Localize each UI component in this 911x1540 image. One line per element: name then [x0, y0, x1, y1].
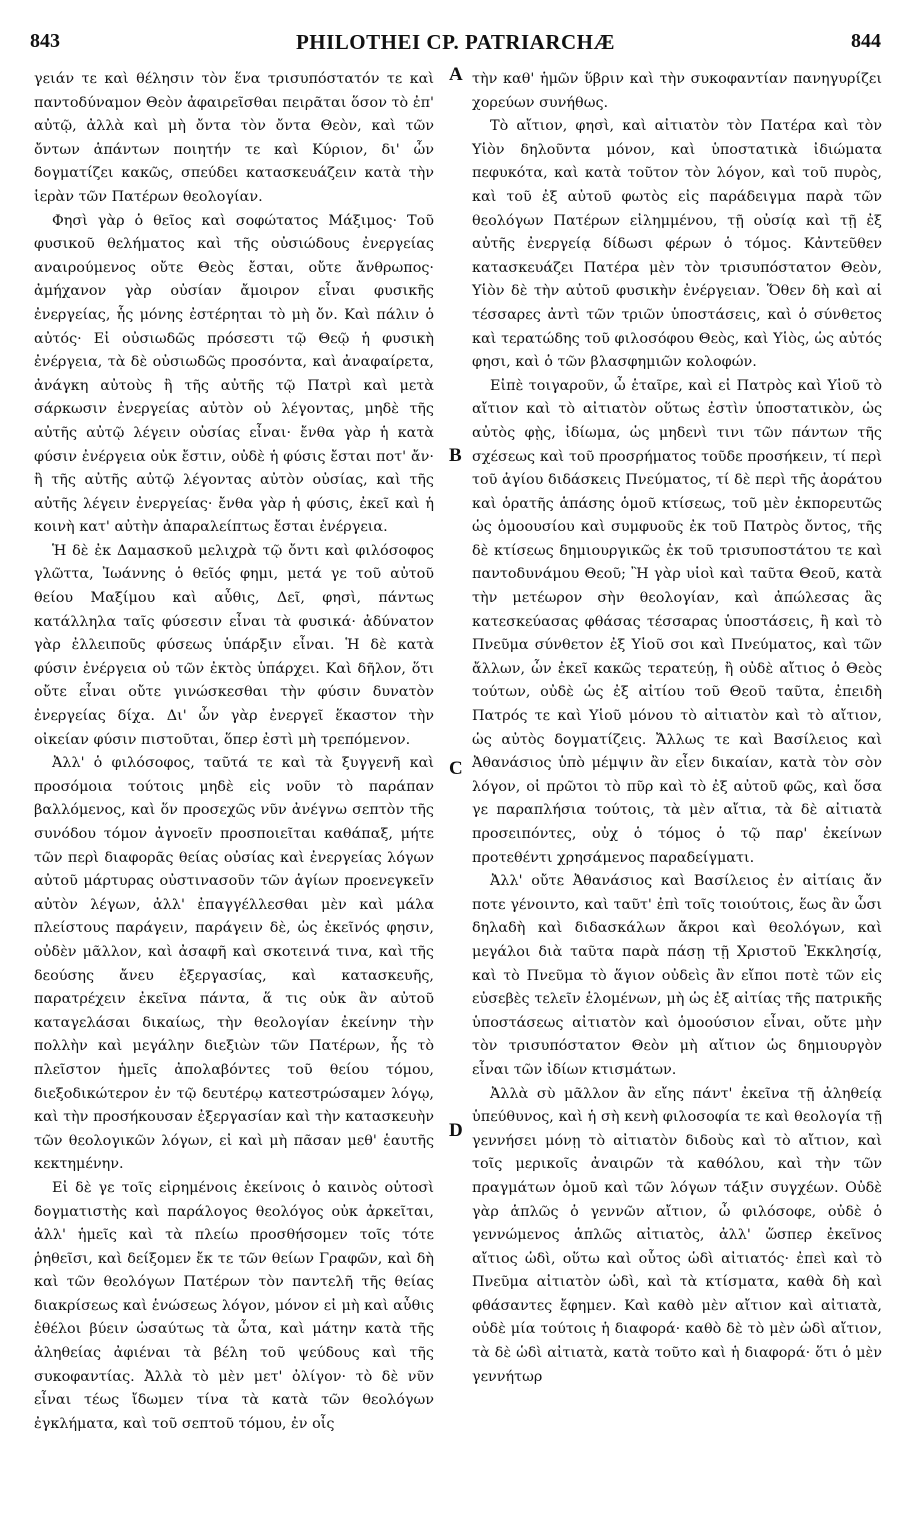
paragraph: Εἰπὲ τοιγαροῦν, ὦ ἑταῖρε, καὶ εἰ Πατρὸς καὶ Υἱοῦ τὸ αἴτιον καὶ τὸ αἰτιατὸν οὕτως ἐστὶν ὑποστατικὸν, ὡς αὐτὸς φῂς, ἰδίωμα, ὡς μηδενὶ τινι τῶν πάντων τῆς σχέσεως καὶ τοῦ προσρήματος τοῦδε προσήκειν, τί περὶ τοῦ ἁγίου διδάσκεις Πνεύματος, τί δὲ περὶ τῆς ἀοράτου καὶ ὁρατῆς ἁπάσης ὁμοῦ κτίσεως, τοῦ μὲν ἐκπορευτῶς ὡς ὁμοουσίου καὶ συμφυοῦς ἐκ τοῦ Πατρὸς ὄντος, τῆς δὲ κτίσεως δημιουργικῶς ἐκ τοῦ τρισυποστάτου τε καὶ παντοδυνάμου Θεοῦ; Ἢ γὰρ υἱοὶ καὶ ταῦτα Θεοῦ, κατὰ τὴν μετέωρον σὴν θεολογίαν, καὶ ἀπώλεσας ἃς κατεσκεύασας φθάσας τέσσαρας ὑποστάσεις, ἢ καὶ τὸ Πνεῦμα σύνθετον ἐξ Υἱοῦ σοι καὶ Πνεύματος, καὶ τῶν ἄλλων, ὧν ἐκεῖ κακῶς τερατεύῃ, ἢ οὐδὲ αἴτιος ὁ Θεὸς τούτων, οὐδὲ ὡς ἐξ αἰτίου τοῦ Θεοῦ ταῦτα, ἐπειδὴ Πατρός τε καὶ Υἱοῦ μόνου τὸ αἰτιατὸν καὶ τὸ αἴτιον, ὡς αὐτὸς δογματίζεις. Ἄλλως τε καὶ Βασίλειος καὶ Ἀθανάσιος ὑπὸ μέμψιν ἂν εἶεν δικαίαν, κατὰ τὸν σὸν λόγον, οἱ πρῶτοι τὸ πῦρ καὶ τὸ ἐξ αὐτοῦ φῶς, καὶ ὅσα γε παραπλήσια τούτοις, τὰ μὲν αἴτια, τὰ δὲ αἰτιατὰ προσειπόντες, οὐχ ὁ τόμος ὁ τῷ παρ' ἐκείνων προτεθέντι χρησάμενος παραδείγματι. [472, 377, 882, 866]
margin-marker-a: A [449, 64, 463, 85]
margin-marker-d: D [449, 1120, 463, 1141]
paragraph: Ἀλλ' ὁ φιλόσοφος, ταῦτά τε καὶ τὰ ξυγγενῆ καὶ προσόμοια τούτοις μηδὲ εἰς νοῦν τὸ παράπαν βαλλόμενος, καὶ ὅν προσεχῶς νῦν ἀνέγνω σεπτὸν τῆς συνόδου τόμον ἀγνοεῖν προσποιεῖται καθάπαξ, μήτε τῶν περὶ διαφορᾶς θείας οὐσίας καὶ ἐνεργείας λόγων αὐτοῦ μάρτυρας οὐστινασοῦν τῶν ἁγίων προενεγκεῖν αὐτὸν λέγων, ἀλλ' ἐπαγγέλλεσθαι μὲν καὶ μάλα πλείστους παράγειν, παράγειν δὲ, ὡς ἐκεῖνός φησιν, οὐδὲν μᾶλλον, καὶ ἀσαφῆ καὶ σκοτεινά τινα, καὶ τῆς δεούσης ἄνευ ἐξεργασίας, καὶ κατασκευῆς, παρατρέχειν ἐκεῖνα πάντα, ἅ τις οὐκ ἂν αὐτοῦ καταγελάσαι δικαίως, τὴν θεολογίαν ἐκείνην τὴν πολλὴν καὶ μεγάλην διεξιὼν τῶν Πατέρων, ἧς τὸ πλεῖστον ἡμεῖς ἀπολαβόντες τοῦ θείου τόμου, διεξοδικώτερον ἐν τῷ δευτέρῳ κατεστρώσαμεν λόγῳ, καὶ τὴν προσήκουσαν ἐξεργασίαν καὶ τὴν κατασκευὴν τῶν θεολογικῶν λόγων, εἰ καὶ μὴ πᾶσαν μεθ' ἑαυτῆς κεκτημένην. [34, 755, 434, 1173]
left-page-number: 843 [30, 30, 60, 52]
right-column [472, 68, 882, 1389]
paragraph: Τὸ αἴτιον, φησὶ, καὶ αἰτιατὸν τὸν Πατέρα καὶ τὸν Υἱὸν δηλοῦντα μόνον, καὶ ὑποστατικὰ ἰδιώματα πεφυκότα, καὶ κατὰ τοῦτον τὸν λόγον, καὶ τοῦ πυρὸς, καὶ τοῦ ἐξ αὐτοῦ φωτὸς εἰς παράδειγμα παρὰ τῶν θεολόγων Πατέρων εἰλημμένου, τῇ οὐσίᾳ καὶ τῇ ἐξ αὐτῆς ἐνεργείᾳ δίδωσι φέρων ὁ τόμος. Κἀντεῦθεν κατασκευάζει Πατέρα μὲν τὸν τρισυπόστατον Θεὸν, Υἱὸν δὲ τὴν αὐτοῦ φυσικὴν ἐνέργειαν. Ὅθεν δὴ καὶ αἱ τέσσαρες ἀντὶ τῶν τριῶν ὑποστάσεις, καὶ ὁ σύνθετος καὶ τερατώδης τοῦ φιλοσόφου Θεὸς, καὶ Υἱὸς, ὡς αὐτός φησι, καὶ ὁ τῶν βλασφημιῶν κολοφών. [472, 118, 882, 371]
paragraph: γειάν τε καὶ θέλησιν τὸν ἕνα τρισυπόστατόν τε καὶ παντοδύναμον Θεὸν ἀφαιρεῖσθαι πειρᾶται ὅσον τὸ ἐπ' αὐτῷ, ἀλλὰ καὶ μὴ ὄντα τὸν ὄντα Θεὸν, καὶ τῶν ὄντων ἁπάντων ποιητήν τε καὶ Κύριον, δι' ὧν δογματίζει κακῶς, σπεύδει κατασκευάζειν κατὰ τὴν ἱερὰν τῶν Πατέρων θεολογίαν. [34, 71, 434, 205]
paragraph: Φησὶ γὰρ ὁ θεῖος καὶ σοφώτατος Μάξιμος· Τοῦ φυσικοῦ θελήματος καὶ τῆς οὐσιώδους ἐνεργείας αναιρούμενος οὔτε Θεὸς ἔσται, οὔτε ἄνθρωπος· ἀμήχανον γὰρ οὐσίαν ἄμοιρον εἶναι φυσικῆς ἐνεργείας, ἧς μόνης ἐστέρηται τὸ μὴ ὄν. Καὶ πάλιν ὁ αὐτός· Εἰ οὐσιωδῶς πρόσεστι τῷ Θεῷ ἡ φυσικὴ ἐνέργεια, τὰ δὲ οὐσιωδῶς προσόντα, καὶ ἀναφαίρετα, ἀνάγκη αὐτοὺς ἢ τῆς αὐτῆς τῷ Πατρὶ καὶ μετὰ σάρκωσιν ἐνεργείας αὐτὸν οὐ λέγοντας, μηδὲ τῆς αὐτῆς αὐτῷ λέγειν οὐσίας εἶναι· ἔνθα γὰρ ἡ κατὰ φύσιν ἐνέργεια οὐκ ἔστιν, οὐδὲ ἡ φύσις ἔσται ποτ' ἄν· ἢ τῆς αὐτῆς αὐτῷ λέγοντας αὐτὸν οὐσίας, καὶ τῆς αὐτῆς λέγειν ἐνεργείας· ἔνθα γὰρ ἡ φύσις, ἐκεῖ καὶ ἡ κοινὴ κατ' αὐτὴν ἀπαραλείπτως ἔσται ἐνέργεια. [34, 212, 434, 536]
paragraph: Ἀλλὰ σὺ μᾶλλον ἂν εἴης πάντ' ἐκεῖνα τῇ ἀληθείᾳ ὑπεύθυνος, καὶ ἡ σὴ κενὴ φιλοσοφία τε καὶ θεολογία τῇ γεννήσει μόνῃ τὸ αἰτιατὸν διδοὺς καὶ τὸ αἴτιον, καὶ τοῖς μερικοῖς ἀναιρῶν τὰ καθόλου, καὶ τὴν τῶν πραγμάτων ὁμοῦ καὶ τῶν λόγων τάξιν συγχέων. Οὐδὲ γὰρ ἁπλῶς ὁ γεννῶν αἴτιον, ὦ φιλόσοφε, οὐδὲ ὁ γεννώμενος ἁπλῶς αἰτιατὸς, ἀλλ' ὥσπερ ἐκεῖνος αἴτιος ὡδὶ, οὕτω καὶ οὗτος ὡδὶ αἰτιατός· ἐπεὶ καὶ τὸ Πνεῦμα αἰτιατὸν ὡδὶ, καὶ τὰ κτίσματα, καθὰ δὴ καὶ φθάσαντες ἔφημεν. Καὶ καθὸ μὲν αἴτιον καὶ αἰτιατὰ, οὐδὲ μία τούτοις ἡ διαφορά· καθὸ δὲ τὸ μὲν ὡδὶ αἴτιον, τὰ δὲ ὡδὶ αἰτιατὰ, κατὰ τοῦτο καὶ ἡ διαφορά· ὅτι ὁ μὲν γεννήτωρ [472, 1085, 882, 1385]
left-column [34, 68, 434, 1436]
paragraph: Ἀλλ' οὔτε Ἀθανάσιος καὶ Βασίλειος ἐν αἰτίαις ἄν ποτε γένοιντο, καὶ ταῦτ' ἐπὶ τοῖς τοιούτοις, ἕως ἂν ὦσι δηλαδὴ καὶ διδασκάλων ἄκροι καὶ θεολόγων, καὶ μεγάλοι διὰ ταῦτα παρὰ πάσῃ τῇ Χριστοῦ Ἐκκλησίᾳ, καὶ τὸ Πνεῦμα τὸ ἅγιον οὐδεὶς ἂν εἴποι ποτὲ τῶν εἰς εὐσεβὲς τελεῖν ἑλομένων, μὴ ὡς ἐξ αἰτίας τῆς πατρικῆς ὑποστάσεως αἰτιατὸν καὶ ὁμοούσιον εἶναι, οὔτε μὴν τὸν τρισυπόστατον Θεὸν μὴ αἴτιον ὡς δημιουργὸν εἶναι τῶν ἰδίων κτισμάτων. [472, 873, 882, 1078]
paragraph: Ἡ δὲ ἐκ Δαμασκοῦ μελιχρὰ τῷ ὄντι καὶ φιλόσοφος γλῶττα, Ἰωάννης ὁ θεῖός φημι, μετά γε τοῦ αὐτοῦ θείου Μαξίμου καὶ αὖθις, Δεῖ, φησὶ, πάντως κατάλληλα ταῖς φύσεσιν εἶναι τὰ φυσικά· ἀδύνατον γὰρ ἐλλειποῦς φύσεως ὑπάρξιν εἶναι. Ἡ δὲ κατὰ φύσιν ἐνέργεια οὐ τῶν ἐκτὸς ὑπάρχει. Καὶ δῆλον, ὅτι οὔτε εἶναι οὔτε γινώσκεσθαι τὴν φύσιν δυνατὸν ἐνεργείας δίχα. Δι' ὧν γὰρ ἐνεργεῖ ἕκαστον τὴν οἰκείαν φύσιν πιστοῦται, ὅπερ ἐστὶ μὴ τρεπόμενον. [34, 542, 434, 748]
margin-marker-c: C [449, 758, 463, 779]
margin-marker-b: B [449, 445, 462, 466]
page-header [30, 30, 881, 56]
running-title: PHILOTHEI CP. PATRIARCHÆ [295, 30, 616, 54]
right-page-number: 844 [851, 30, 881, 52]
paragraph: Εἰ δὲ γε τοῖς εἰρημένοις ἐκείνοις ὁ καινὸς οὑτοσὶ δογματιστὴς καὶ παράλογος θεολόγος οὐκ ἀρκεῖται, ἀλλ' ἡμεῖς καὶ τὰ πλείω προσθήσομεν τοῖς τότε ῥηθεῖσι, καὶ δείξομεν ἔκ τε τῶν θείων Γραφῶν, καὶ δὴ καὶ τῶν θεολόγων Πατέρων τὸν παντελῆ τῆς θείας διακρίσεως καὶ ἑνώσεως λόγον, μόνον εἰ μὴ καὶ αὖθις ἐθέλοι βύειν ὡσαύτως τὰ ὦτα, καὶ μάτην κατὰ τῆς ἀληθείας ἀφιέναι τὰ βέλη τοῦ ψεύδους καὶ τῆς συκοφαντίας. Ἀλλὰ τὸ μὲν μετ' ὀλίγον· τὸ δὲ νῦν εἶναι τέως ἴδωμεν τίνα τὰ κατὰ τῶν θεολόγων ἐγκλήματα, καὶ τοῦ σεπτοῦ τόμου, ἐν οἷς [34, 1179, 434, 1432]
paragraph: τὴν καθ' ἡμῶν ὕβριν καὶ τὴν συκοφαντίαν πανηγυρίζει χορεύων συνήθως. [472, 71, 882, 111]
